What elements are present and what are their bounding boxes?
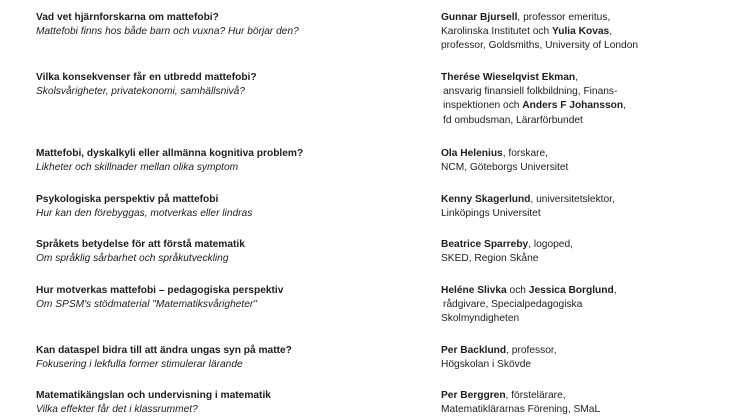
speaker-line	[441, 114, 741, 128]
session-subtitle: Likheter och skillnader mellan olika symptom	[36, 162, 239, 174]
session-speakers	[441, 71, 741, 128]
speaker-name: Jessica Borglund	[528, 285, 614, 296]
speaker-detail: SKED, Region Skåne	[441, 253, 539, 265]
session-topic	[36, 193, 426, 221]
speaker-detail: ,	[609, 26, 613, 38]
session-subtitle: Hur kan den förebyggas, motverkas eller lindras	[36, 208, 253, 220]
speaker-name: Kenny Skagerlund	[441, 194, 531, 205]
speaker-detail: professor, Goldsmiths, University of London	[441, 40, 639, 52]
session-speakers	[441, 389, 741, 417]
session-title: Kan dataspel bidra till att ändra ungas syn på matte?	[36, 345, 292, 356]
speaker-line	[441, 344, 741, 358]
speaker-line	[441, 298, 741, 312]
speaker-detail: Linköpings Universitet	[441, 208, 541, 220]
speaker-detail: , universitetslektor,	[530, 194, 615, 205]
speaker-line	[441, 389, 741, 403]
session-speakers	[441, 284, 741, 327]
speaker-line	[441, 99, 741, 113]
session-speakers	[441, 238, 741, 266]
speaker-line	[441, 403, 741, 417]
speaker-name: Per Berggren	[441, 390, 506, 401]
session-topic	[36, 11, 426, 39]
speaker-detail: , forskare,	[502, 148, 549, 159]
session-subtitle: Mattefobi finns hos både barn och vuxna? Hur börjar den?	[36, 26, 299, 38]
speaker-detail: ,	[575, 72, 578, 83]
speaker-detail: ,	[613, 285, 617, 296]
session-title: Språkets betydelse för att förstå matematik	[36, 239, 245, 250]
session-topic	[36, 71, 426, 99]
speaker-detail: , förstelärare,	[505, 390, 566, 401]
session-subtitle: Om SPSM's stödmaterial "Matematiksvårigheter"	[36, 299, 257, 311]
speaker-detail: , professor,	[506, 345, 557, 356]
speaker-detail: rådgivare, Specialpedagogiska	[443, 299, 583, 311]
session-speakers	[441, 193, 741, 221]
speaker-line	[441, 238, 741, 252]
speaker-line	[441, 252, 741, 266]
speaker-name: Heléne Slivka	[441, 285, 507, 296]
speaker-detail: ,	[623, 100, 626, 112]
speaker-name: Yulia Kovas	[552, 26, 610, 38]
speaker-detail: Karolinska Institutet och	[441, 26, 552, 38]
speaker-detail: NCM, Göteborgs Universitet	[441, 162, 569, 174]
session-title: Hur motverkas mattefobi – pedagogiska perspektiv	[36, 285, 284, 296]
speaker-name: Ola Helenius	[441, 148, 503, 159]
speaker-detail: , logoped,	[528, 239, 573, 250]
session-title: Matematikängslan och undervisning i matematik	[36, 390, 271, 401]
speaker-line	[441, 193, 741, 207]
speaker-detail: ansvarig finansiell folkbildning, Finans-	[443, 86, 618, 98]
session-speakers	[441, 147, 741, 175]
session-topic	[36, 389, 426, 417]
session-topic	[36, 238, 426, 266]
session-speakers	[441, 11, 741, 54]
speaker-line	[441, 71, 741, 85]
speaker-line	[441, 85, 741, 99]
speaker-name: Gunnar Bjursell	[441, 12, 518, 23]
speaker-name: Per Backlund	[441, 345, 507, 356]
speaker-detail: inspektionen och	[443, 100, 523, 112]
speaker-name: Beatrice Sparreby	[441, 239, 529, 250]
speaker-detail: och	[506, 285, 529, 296]
speaker-line	[441, 147, 741, 161]
speaker-line	[441, 39, 741, 53]
speaker-detail: Matematiklärarnas Förening, SMaL	[441, 404, 601, 416]
session-subtitle: Om språklig sårbarhet och språkutveckling	[36, 253, 229, 265]
speaker-name: Therése Wieselqvist Ekman	[441, 72, 576, 83]
speaker-detail: , professor emeritus,	[517, 12, 611, 23]
speaker-detail: Högskolan i Skövde	[441, 359, 532, 371]
session-speakers	[441, 344, 741, 372]
session-topic	[36, 284, 426, 312]
speaker-detail: Skolmyndigheten	[441, 313, 520, 325]
session-title: Mattefobi, dyskalkyli eller allmänna kognitiva problem?	[36, 148, 304, 159]
speaker-detail: fd ombudsman, Lärarförbundet	[443, 114, 583, 126]
speaker-line	[441, 358, 741, 372]
speaker-line	[441, 25, 741, 39]
speaker-line	[441, 284, 741, 298]
session-subtitle: Vilka effekter får det i klassrummet?	[36, 404, 198, 416]
session-topic	[36, 147, 426, 175]
speaker-line	[441, 11, 741, 25]
speaker-name: Anders F Johansson	[522, 100, 624, 112]
session-title: Vad vet hjärnforskarna om mattefobi?	[36, 12, 219, 23]
speaker-line	[441, 312, 741, 326]
session-subtitle: Fokusering i lekfulla former stimulerar lärande	[36, 359, 243, 371]
speaker-line	[441, 207, 741, 221]
session-title: Psykologiska perspektiv på mattefobi	[36, 194, 219, 205]
session-subtitle: Skolsvårigheter, privatekonomi, samhällsnivå?	[36, 86, 245, 98]
speaker-line	[441, 161, 741, 175]
session-topic	[36, 344, 426, 372]
session-title: Vilka konsekvenser får en utbredd mattefobi?	[36, 72, 257, 83]
